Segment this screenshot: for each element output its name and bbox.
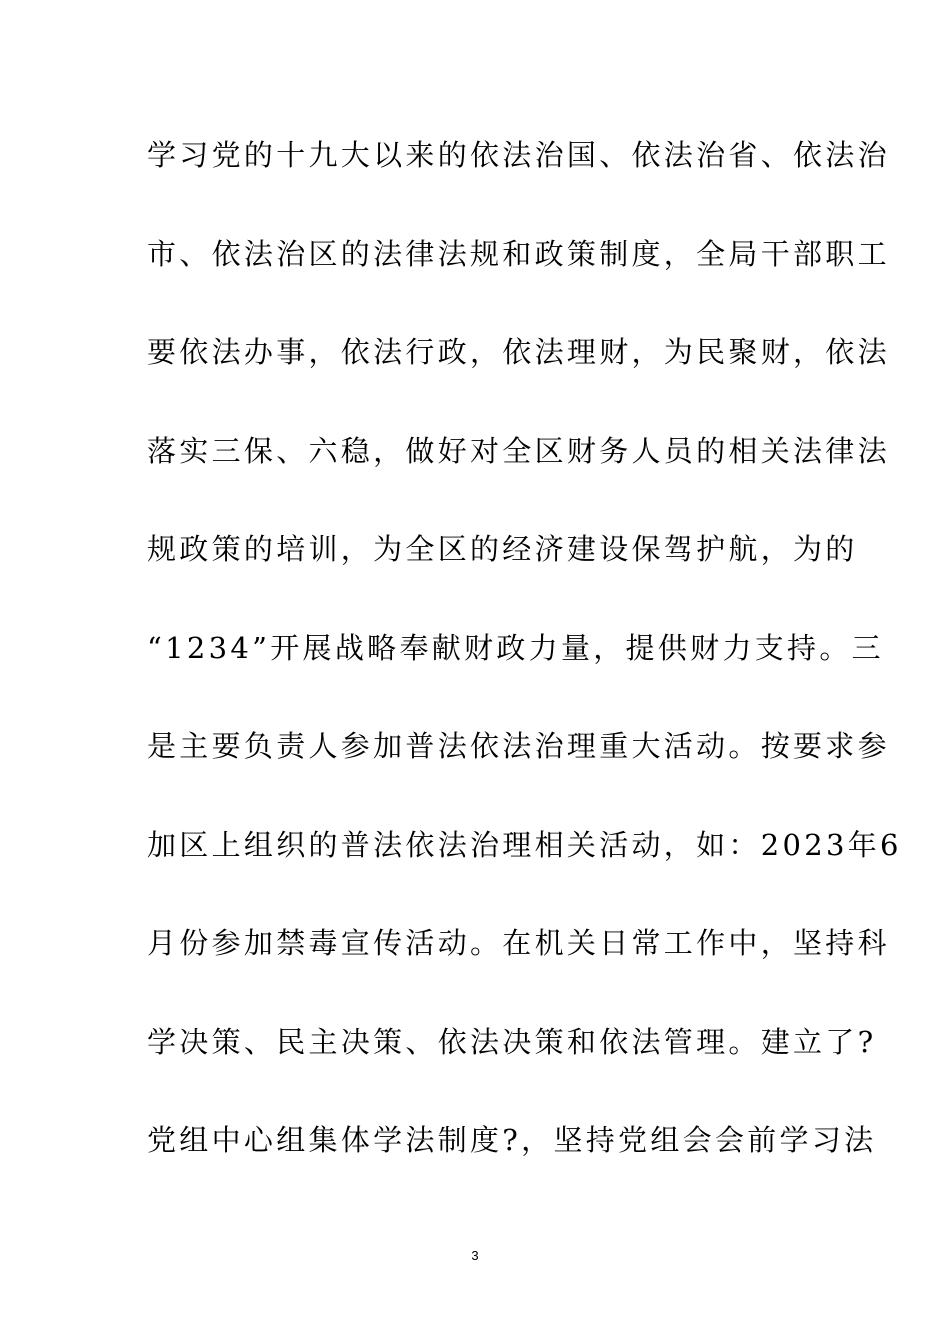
text-line: “1234”开展战略奉献财政力量，提供财力支持。三 (147, 630, 884, 665)
text-line: 要依法办事，依法行政，依法理财，为民聚财，依法 (147, 335, 890, 369)
text-line: 规政策的培训，为全区的经济建设保驾护航，为的 (147, 532, 858, 566)
text-line: 加区上组织的普法依法治理相关活动，如：2023年6 (147, 827, 902, 862)
page-number: 3 (471, 1248, 479, 1263)
body-text (147, 126, 902, 1210)
text-line: 是主要负责人参加普法依法治理重大活动。按要求参 (147, 729, 890, 763)
text-line: 市、依法治区的法律法规和政策制度，全局干部职工 (147, 236, 890, 271)
text-line: 学决策、民主决策、依法决策和依法管理。建立了? (147, 1024, 877, 1059)
text-line: 月份参加禁毒宣传活动。在机关日常工作中，坚持科 (147, 926, 890, 960)
text-line: 学习党的十九大以来的依法治国、依法治省、依法治 (147, 138, 890, 172)
text-line: 落实三保、六稳，做好对全区财务人员的相关法律法 (147, 433, 890, 468)
text-line: 党组中心组集体学法制度?，坚持党组会会前学习法 (147, 1123, 877, 1157)
